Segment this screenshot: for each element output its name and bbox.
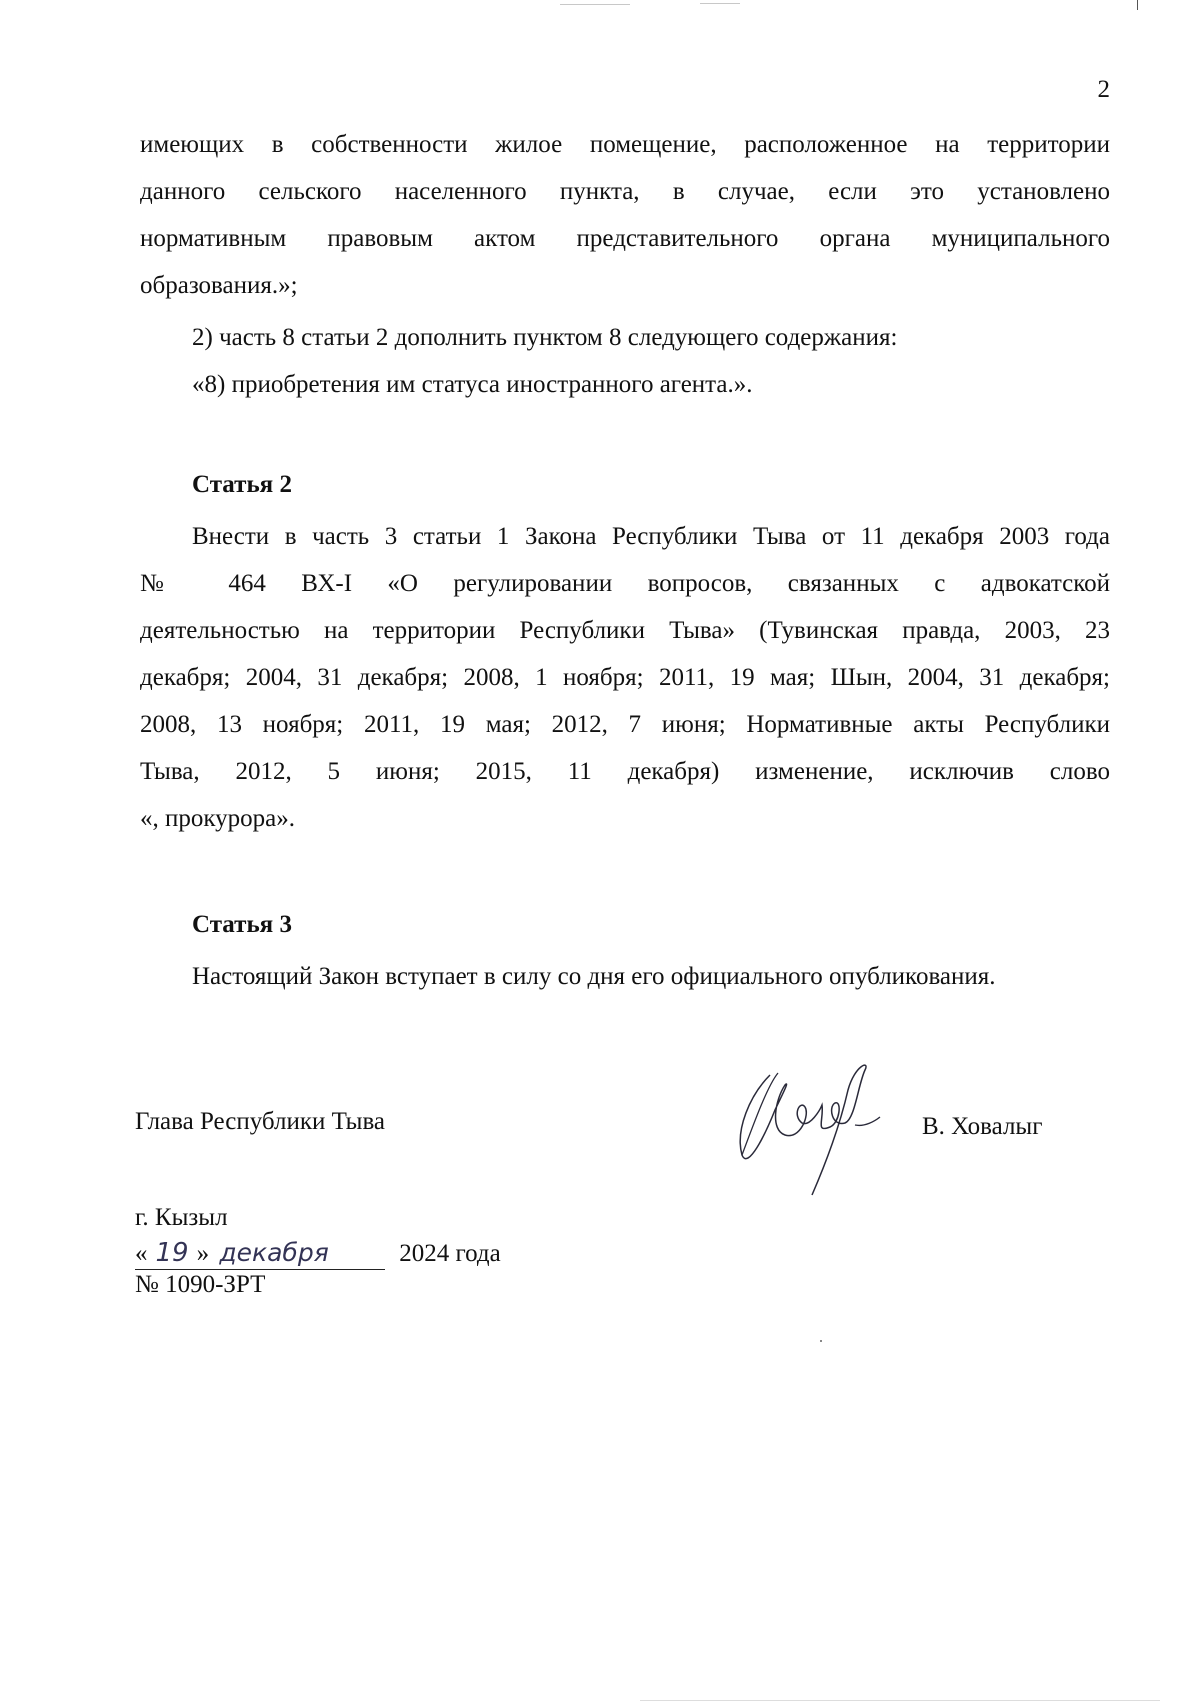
text-line: образования.»; <box>140 272 298 299</box>
text-line: Внести в часть 3 статьи 1 Закона Республики Тыва от 11 декабря 2003 года <box>192 523 1110 550</box>
date-quote-close: » <box>196 1240 210 1267</box>
date-day-handwritten: 19 <box>155 1238 189 1268</box>
text-line: 2008, 13 ноября; 2011, 19 мая; 2012, 7 июня; Нормативные акты Республики <box>140 711 1110 738</box>
text-line: Тыва, 2012, 5 июня; 2015, 11 декабря) изменение, исключив слово <box>140 758 1110 785</box>
text-line: «, прокурора». <box>140 805 296 832</box>
amendment-item-2: 2) часть 8 статьи 2 дополнить пунктом 8 следующего содержания: <box>192 324 898 351</box>
scan-artifact <box>560 4 630 5</box>
page-number: 2 <box>1097 76 1110 103</box>
scan-artifact <box>700 3 740 4</box>
amendment-item-8: «8) приобретения им статуса иностранного агента.». <box>192 371 753 398</box>
handwritten-signature <box>730 1055 905 1205</box>
article-3-heading: Статья 3 <box>192 911 292 938</box>
city: г. Кызыл <box>135 1204 228 1231</box>
date-quote-open: « <box>135 1240 148 1267</box>
law-number: № 1090-ЗРТ <box>135 1271 266 1298</box>
article-2-heading: Статья 2 <box>192 471 292 498</box>
date-year: 2024 года <box>399 1240 501 1267</box>
text-line: декабря; 2004, 31 декабря; 2008, 1 ноября; 2011, 19 мая; Шын, 2004, 31 декабря; <box>140 664 1110 691</box>
signer-position: Глава Республики Тыва <box>135 1108 386 1135</box>
text-line: деятельностью на территории Республики Тыва» (Тувинская правда, 2003, 23 <box>140 617 1110 644</box>
text-line: данного сельского населенного пункта, в случае, если это установлено <box>140 178 1110 205</box>
text-line: № 464 ВХ-I «О регулировании вопросов, связанных с адвокатской <box>140 570 1110 597</box>
text-line: имеющих в собственности жилое помещение, расположенное на территории <box>140 131 1110 158</box>
text-line: нормативным правовым актом представительного органа муниципального <box>140 225 1110 252</box>
date-month-handwritten: декабря <box>219 1238 329 1267</box>
article-3-text: Настоящий Закон вступает в силу со дня его официального опубликования. <box>192 963 996 990</box>
scan-artifact <box>640 1700 1160 1701</box>
signer-name: В. Ховалыг <box>922 1113 1043 1140</box>
scan-artifact <box>1137 0 1138 10</box>
date-line <box>135 1238 501 1270</box>
date-underline <box>135 1238 385 1270</box>
scan-artifact <box>820 1340 822 1342</box>
